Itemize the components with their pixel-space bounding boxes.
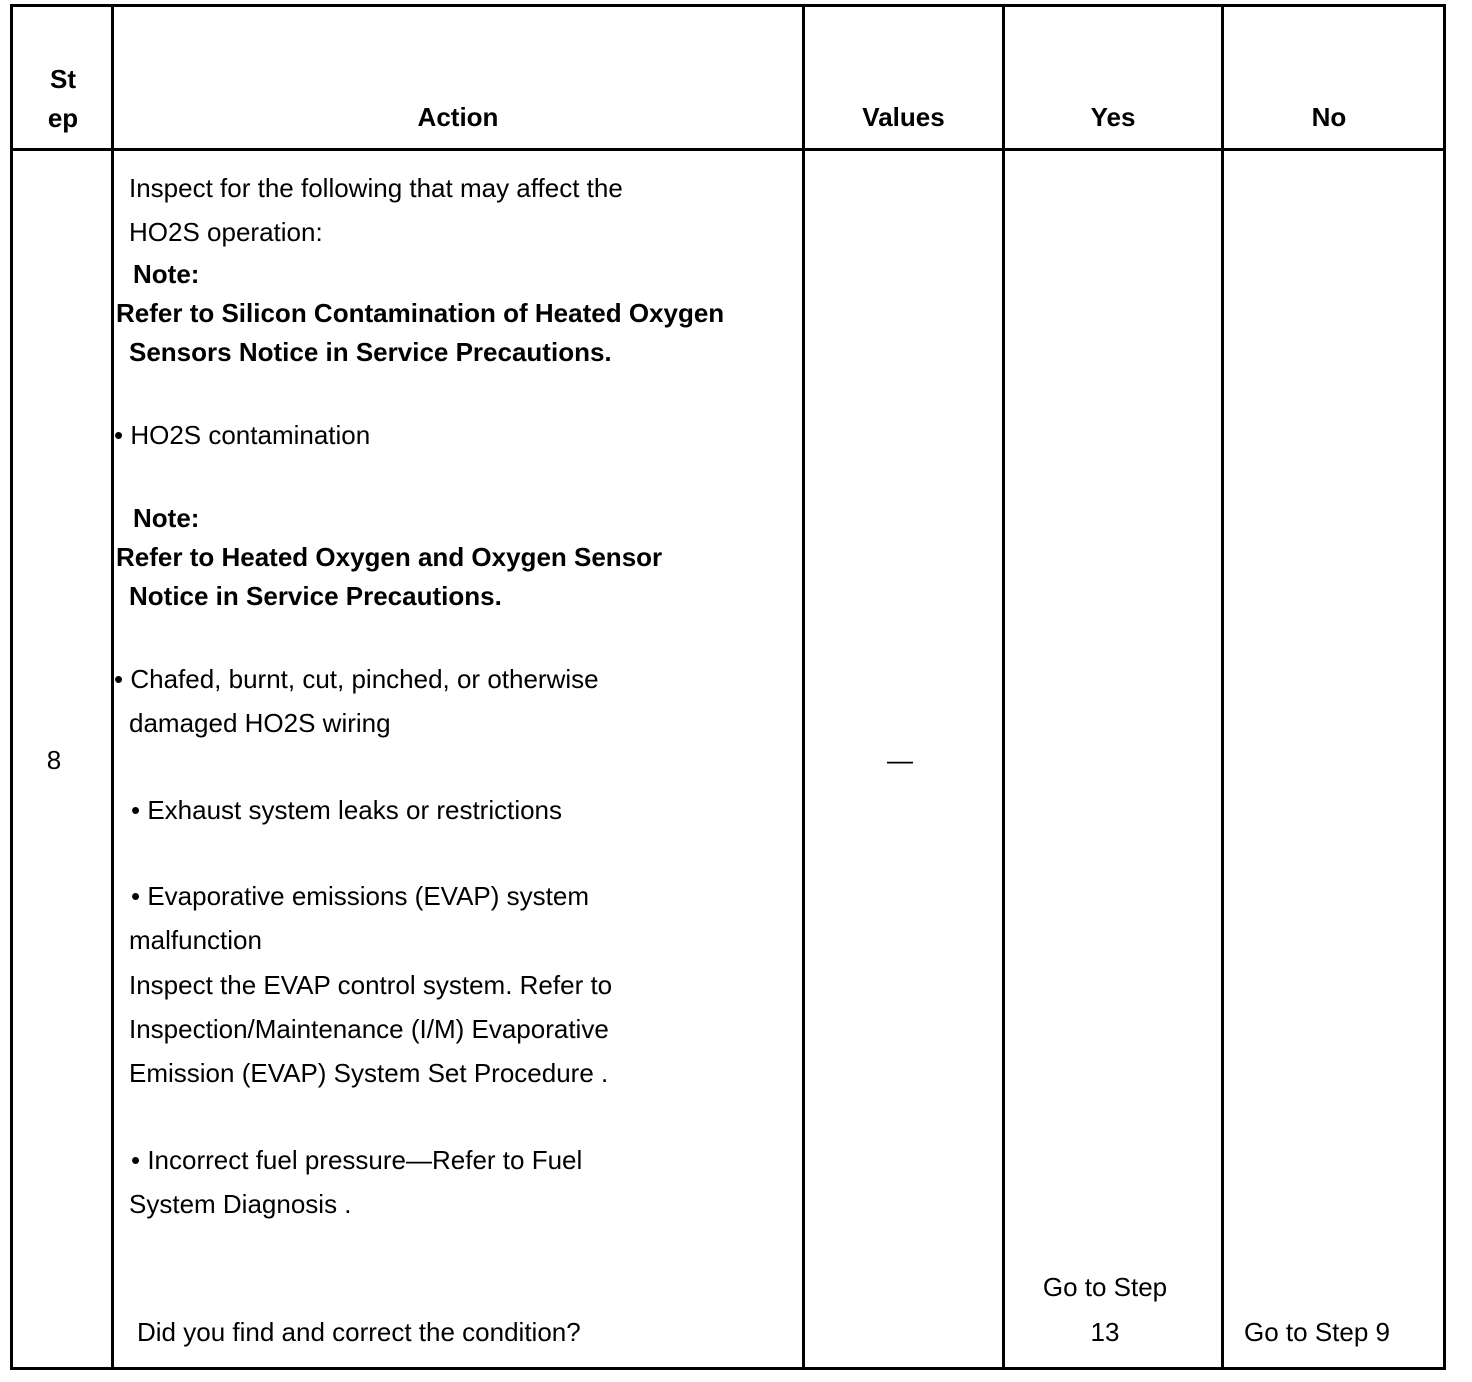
note-text: Sensors Notice in Service Precautions. (129, 337, 612, 367)
bullet-item: • Evaporative emissions (EVAP) system (131, 881, 589, 911)
note-text: Notice in Service Precautions. (129, 581, 502, 611)
action-line: Emission (EVAP) System Set Procedure . (129, 1058, 609, 1088)
note-text: Refer to Heated Oxygen and Oxygen Sensor (116, 542, 663, 572)
column-divider-yes (1221, 4, 1224, 1370)
yes-goto-line1: Go to Step (1042, 1272, 1168, 1302)
bullet-item: • HO2S contamination (114, 420, 371, 450)
bullet-item: • Incorrect fuel pressure—Refer to Fuel (131, 1145, 583, 1175)
action-line: System Diagnosis . (129, 1189, 352, 1219)
action-line: malfunction (129, 925, 262, 955)
column-divider-action (802, 4, 805, 1370)
action-line: Inspect for the following that may affect the (129, 173, 623, 203)
action-line: HO2S operation: (129, 217, 323, 247)
yes-goto-line2: 13 (1090, 1317, 1120, 1347)
header-step-line1: St (50, 64, 76, 94)
no-goto: Go to Step 9 (1244, 1317, 1390, 1347)
action-line: damaged HO2S wiring (129, 708, 391, 738)
header-no: No (1311, 102, 1347, 132)
note-text: Refer to Silicon Contamination of Heated Oxygen (116, 298, 725, 328)
header-action: Action (417, 102, 499, 132)
note-label: Note: (133, 503, 200, 533)
note-label: Note: (133, 259, 200, 289)
question-text: Did you find and correct the condition? (137, 1317, 581, 1347)
header-step-line2: ep (47, 103, 79, 133)
bullet-item: • Chafed, burnt, cut, pinched, or otherwise (114, 664, 599, 694)
step-number: 8 (46, 745, 62, 775)
action-line: Inspection/Maintenance (I/M) Evaporative (129, 1014, 609, 1044)
values-cell: — (887, 745, 913, 775)
bullet-item: • Exhaust system leaks or restrictions (131, 795, 563, 825)
header-divider (10, 148, 1446, 151)
header-yes: Yes (1090, 102, 1136, 132)
header-values: Values (862, 102, 945, 132)
action-line: Inspect the EVAP control system. Refer to (129, 970, 613, 1000)
column-divider-values (1002, 4, 1005, 1370)
